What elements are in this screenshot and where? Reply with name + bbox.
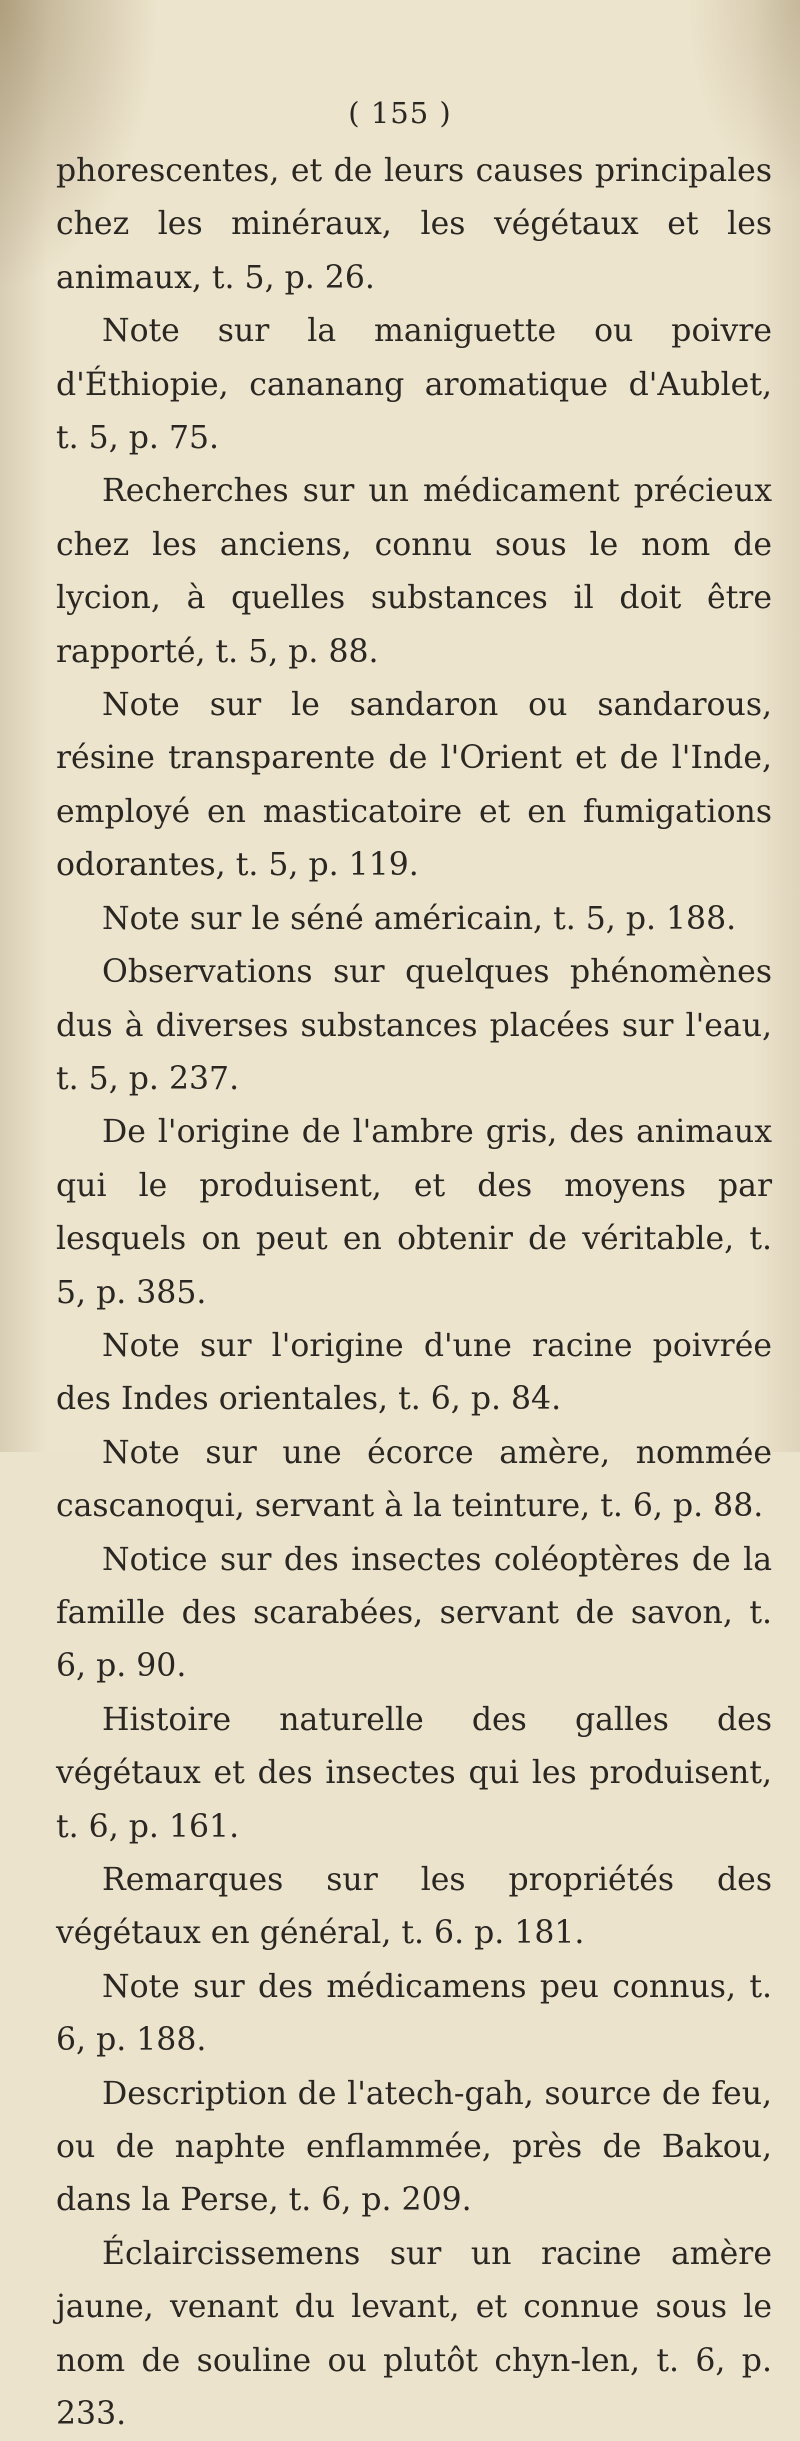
page-number: ( 155 ) (348, 96, 452, 130)
paragraph-racine-poivree: Note sur l'origine d'une racine poivrée des Indes orientales, t. 6, p. 84. (56, 1327, 772, 1418)
paragraph-galles: Histoire naturelle des galles des végétaux et des insectes qui les produisent, t. 6, p. 161. (56, 1701, 772, 1845)
paragraph-cascanoqui: Note sur une écorce amère, nommée cascanoqui, servant à la teinture, t. 6, p. 88. (56, 1434, 772, 1525)
paragraph-remarques: Remarques sur les propriétés des végétaux en général, t. 6. p. 181. (56, 1862, 772, 1952)
paragraph-observations: Observations sur quelques phénomènes dus à diverses substances placées sur l'eau, t. 5, p. 237. (56, 954, 772, 1097)
paragraph-souline: Éclaircissemens sur un racine amère jaune, venant du levant, et connue sous le nom de souline ou plutôt chyn-len, t. 6, p. 233. (56, 2235, 772, 2433)
paragraph-lycion: Recherches sur un médicament précieux chez les anciens, connu sous le nom de lycion, à quelles substances il doit être rapporté, t. 5, p. 88. (56, 473, 772, 670)
paragraph-medicamens: Note sur des médicamens peu connus, t. 6, p. 188. (56, 1968, 772, 2059)
paragraph-ambre-gris: De l'origine de l'ambre gris, des animaux qui le produisent, et des moyens par lesquels on peut en obtenir de véritable, t. 5, p. 385. (56, 1114, 772, 1311)
paragraph-sene: Note sur le séné américain, t. 5, p. 188. (102, 900, 737, 937)
paragraph-maniguette: Note sur la maniguette ou poivre d'Éthiopie, cananang aromatique d'Aublet, t. 5, p. 75. (56, 313, 772, 457)
paragraph-sandaron: Note sur le sandaron ou sandarous, résine transparente de l'Orient et de l'Inde, employé en masticatoire et en fumigations odorantes, t. 5, p. 119. (56, 687, 772, 884)
paragraph-atech-gah: Description de l'atech-gah, source de feu, ou de naphte enflammée, près de Bakou, dans la Perse, t. 6, p. 209. (56, 2075, 772, 2219)
paragraph-continuation: phorescentes, et de leurs causes principales chez les minéraux, les végétaux et les animaux, t. 5, p. 26. (56, 153, 772, 296)
text-body (56, 145, 772, 2441)
paragraph-scarabees: Notice sur des insectes coléoptères de la famille des scarabées, servant de savon, t. 6, p. 90. (56, 1541, 772, 1685)
